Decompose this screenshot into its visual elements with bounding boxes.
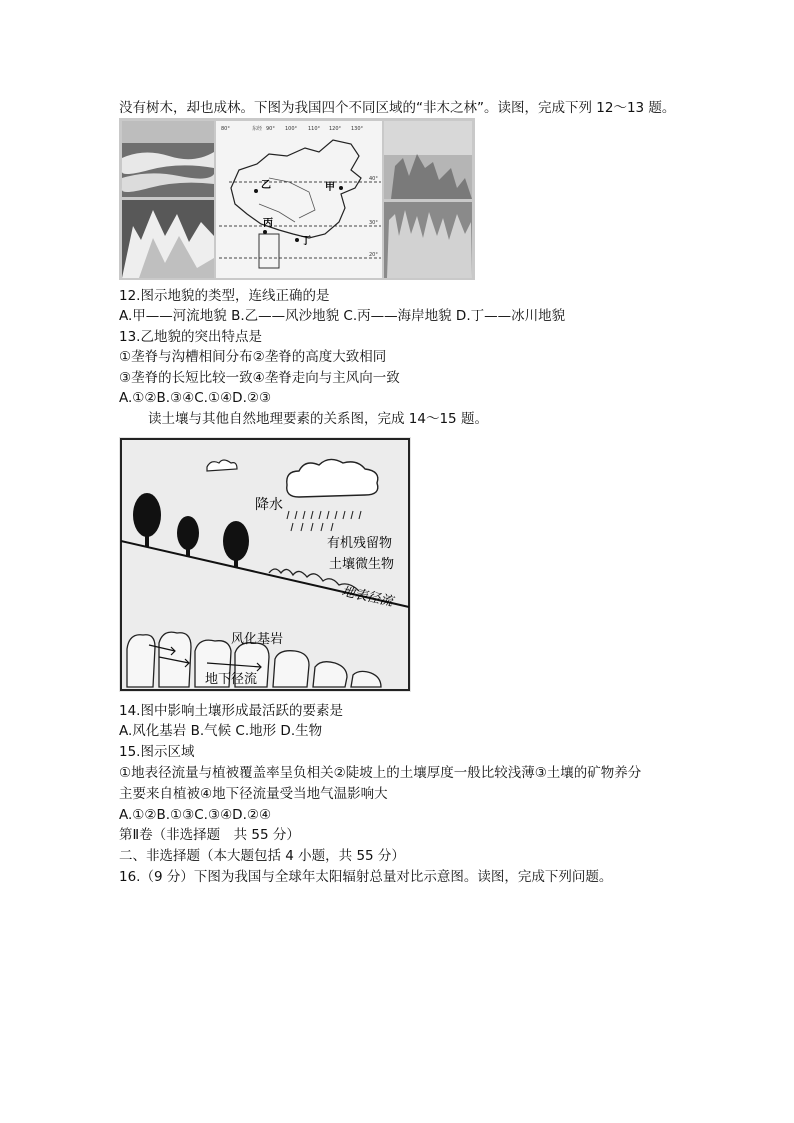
landform-figure — [119, 118, 475, 280]
lon-tick: 120° — [329, 126, 342, 132]
label-bing: 丙 — [263, 218, 273, 229]
q15-stem: 15.图示区域 — [119, 744, 195, 760]
q14-stem: 14.图中影响土壤形成最活跃的要素是 — [119, 703, 343, 719]
section-title: 第Ⅱ卷（非选择题 共 55 分） — [119, 827, 300, 843]
lon-tick: 110° — [308, 126, 321, 132]
q15-line2: 主要来自植被④地下径流量受当地气温影响大 — [119, 786, 388, 802]
soil-diagram — [119, 437, 411, 692]
label-groundwater: 地下径流 — [205, 672, 258, 687]
label-microbe: 土壤微生物 — [329, 557, 395, 572]
lat-tick: 40° — [369, 176, 378, 182]
q16-stem: 16.（9 分）下图为我国与全球年太阳辐射总量对比示意图。读图，完成下列问题。 — [119, 869, 613, 885]
lat-tick: 30° — [369, 220, 378, 226]
q13-stem: 13.乙地貌的突出特点是 — [119, 329, 262, 345]
china-map — [216, 121, 382, 278]
photo-ice-peaks — [122, 200, 214, 278]
q15-options: A.①②B.①③C.③④D.②④ — [119, 807, 272, 823]
q12-stem: 12.图示地貌的类型，连线正确的是 — [119, 288, 330, 304]
lon-note: 东经 — [252, 126, 263, 132]
label-precip: 降水 — [255, 497, 283, 513]
lon-tick: 90° — [266, 126, 275, 132]
label-yi: 乙 — [261, 180, 271, 191]
intro-text: 没有树木，却也成林。下图为我国四个不同区域的“非木之林”。读图，完成下列 12～13 题。 — [119, 100, 676, 116]
label-organic: 有机残留物 — [327, 536, 393, 551]
q12-options: A.甲——河流地貌 B.乙——风沙地貌 C.丙——海岸地貌 D.丁——冰川地貌 — [119, 308, 566, 324]
q13-options: A.①②B.③④C.①④D.②③ — [119, 390, 272, 406]
lon-tick: 130° — [351, 126, 364, 132]
q14-options: A.风化基岩 B.气候 C.地形 D.生物 — [119, 723, 323, 739]
landform-figure-svg — [119, 118, 475, 280]
label-jia: 甲 — [325, 182, 335, 193]
label-bedrock: 风化基岩 — [231, 632, 284, 647]
q13-line1: ①垄脊与沟槽相间分布②垄脊的高度大致相同 — [119, 349, 387, 365]
soil-diagram-svg — [119, 437, 411, 692]
q15-line1: ①地表径流量与植被覆盖率呈负相关②陡坡上的土壤厚度一般比较浅薄③土壤的矿物养分 — [119, 765, 642, 781]
lat-tick: 20° — [369, 252, 378, 258]
part-title: 二、非选择题（本大题包括 4 小题，共 55 分） — [119, 848, 405, 864]
lon-tick: 100° — [285, 126, 298, 132]
photo-dunes — [122, 121, 214, 197]
photo-stone-forest — [384, 202, 472, 278]
intro2-text: 读土壤与其他自然地理要素的关系图，完成 14～15 题。 — [148, 411, 488, 427]
lon-tick: 80° — [221, 126, 230, 132]
photo-rock-towers — [384, 121, 472, 199]
label-surface-runoff: 地表径流 — [340, 584, 395, 610]
label-ding: 丁 — [301, 236, 311, 247]
q13-line2: ③垄脊的长短比较一致④垄脊走向与主风向一致 — [119, 370, 400, 386]
